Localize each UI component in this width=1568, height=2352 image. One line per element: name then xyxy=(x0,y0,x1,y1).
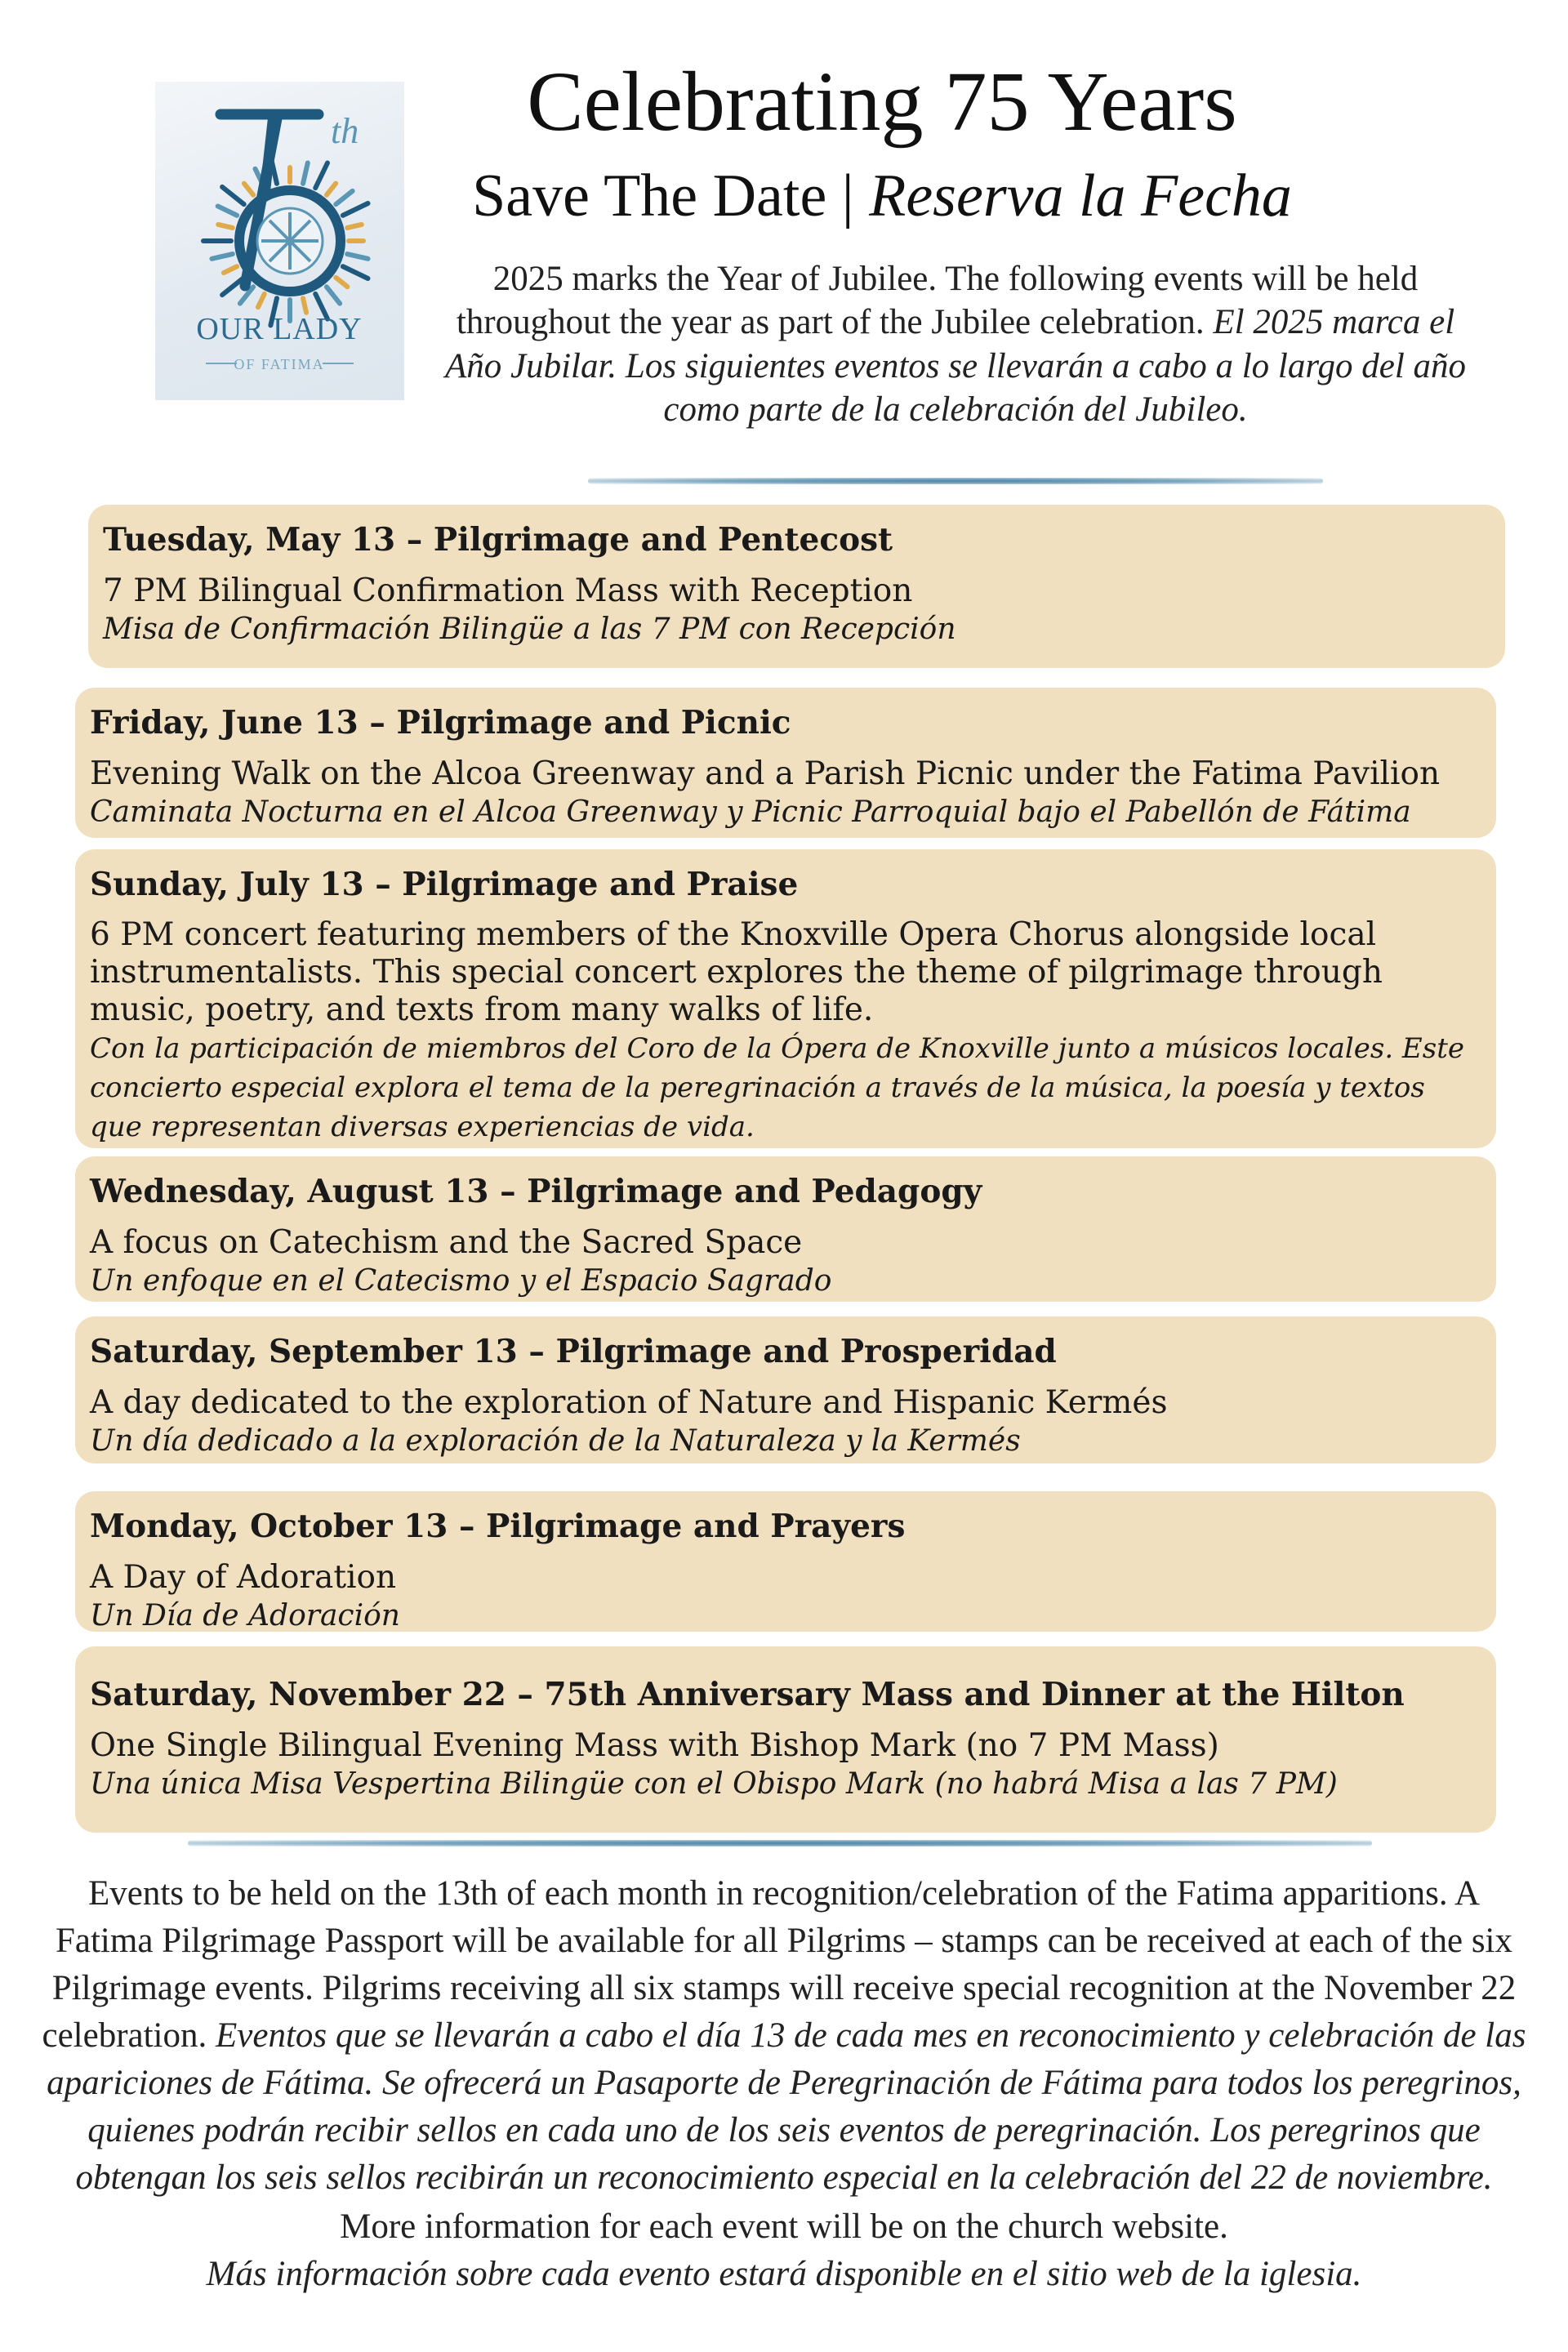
intro-paragraph xyxy=(433,257,1478,431)
event-card-september xyxy=(75,1316,1496,1463)
parish-75th-logo xyxy=(155,82,404,400)
more-info-english: More information for each event will be on the church website. xyxy=(340,2207,1228,2246)
subtitle-english: Save The Date | xyxy=(472,163,870,229)
logo-of-fatima: OF FATIMA xyxy=(234,356,325,372)
page-subtitle xyxy=(425,163,1339,229)
sunburst-ray xyxy=(336,191,352,204)
divider-top xyxy=(588,478,1323,484)
event-description-es: Misa de Confirmación Bilingüe a las 7 PM con Recepción xyxy=(103,612,956,646)
sunburst-ray xyxy=(244,184,253,195)
event-heading: Monday, October 13 – Pilgrimage and Prayers xyxy=(90,1508,906,1545)
event-description-en: A focus on Catechism and the Sacred Space xyxy=(90,1224,803,1261)
intro-spanish: El 2025 marca el Año Jubilar. Los siguientes eventos se llevarán a cabo a lo largo del año como parte de la celebración del Jubileo. xyxy=(444,303,1467,429)
event-heading: Tuesday, May 13 – Pilgrimage and Pentecost xyxy=(103,521,893,559)
logo-our-lady: OUR LADY xyxy=(196,312,363,346)
anniversary-logo-graphic xyxy=(155,82,404,400)
event-description-en: 6 PM concert featuring members of the Knoxville Opera Chorus alongside local instrumentalists. This special concert explores the theme of pilgrimage through music, poetry, and texts from many walks of life. xyxy=(90,916,1383,1028)
sunburst-ray xyxy=(347,254,368,259)
event-heading: Sunday, July 13 – Pilgrimage and Praise xyxy=(90,866,799,903)
footer-paragraph xyxy=(41,1870,1527,2202)
sunburst-ray xyxy=(212,254,232,259)
event-description-es: Con la participación de miembros del Coro de la Ópera de Knoxville junto a músicos locales. Este concierto especial explora el tema de la peregrinación a través de la música, la poesía y textos que representan diversas experiencias de vida. xyxy=(90,1032,1464,1143)
event-heading: Wednesday, August 13 – Pilgrimage and Pedagogy xyxy=(90,1173,982,1210)
event-heading: Saturday, November 22 – 75th Anniversary Mass and Dinner at the Hilton xyxy=(90,1676,1405,1713)
intro-english: 2025 marks the Year of Jubilee. The following events will be held throughout the year as part of the Jubilee celebration. xyxy=(456,260,1419,342)
event-card-july xyxy=(75,849,1496,1148)
event-card-may xyxy=(88,505,1505,668)
event-description-es: Un día dedicado a la exploración de la Naturaleza y la Kermés xyxy=(90,1424,1021,1458)
sunburst-ray xyxy=(222,187,244,204)
event-description-en: Evening Walk on the Alcoa Greenway and a Parish Picnic under the Fatima Pavilion xyxy=(90,755,1441,792)
sunburst-ray xyxy=(218,206,237,215)
more-info xyxy=(41,2203,1527,2298)
subtitle-spanish: Reserva la Fecha xyxy=(869,163,1292,229)
event-description-es: Un enfoque en el Catecismo y el Espacio Sagrado xyxy=(90,1264,832,1298)
event-description-es: Caminata Nocturna en el Alcoa Greenway y Picnic Parroquial bajo el Pabellón de Fátima xyxy=(90,795,1411,829)
sunburst-ray xyxy=(303,163,308,183)
sunburst-ray xyxy=(327,184,336,195)
footer-spanish: Eventos que se llevarán a cabo el día 13 de cada mes en reconocimiento y celebración de las apariciones de Fátima. Se ofrecerá un Pasaporte de Peregrinación de Fátima para todos los peregrinos, quienes podrán recibir sellos en cada uno de los seis eventos de peregrinación. Los peregrinos que obtengan los seis sellos recibirán un reconocimiento especial en la celebración del 22 de noviembre. xyxy=(47,2016,1526,2197)
page-title: Celebrating 75 Years xyxy=(527,55,1237,149)
sunburst-ray xyxy=(224,266,237,273)
event-description-en: A day dedicated to the exploration of Nature and Hispanic Kermés xyxy=(90,1384,1168,1421)
event-description-en: One Single Bilingual Evening Mass with Bishop Mark (no 7 PM Mass) xyxy=(90,1727,1219,1764)
more-info-spanish: Más información sobre cada evento estará disponible en el sitio web de la iglesia. xyxy=(206,2255,1362,2293)
event-description-en: 7 PM Bilingual Confirmation Mass with Reception xyxy=(103,572,913,609)
sunburst-ray xyxy=(303,298,306,313)
sunburst-ray xyxy=(336,278,347,287)
footer-english: Events to be held on the 13th of each month in recognition/celebration of the Fatima apparitions. A Fatima Pilgrimage Passport will be available for all Pilgrims – stamps can be received at each of the six Pilgrimage events. Pilgrims receiving all six stamps will receive special recognition at the November 22 celebration. xyxy=(42,1874,1517,2055)
sunburst-ray xyxy=(347,225,362,228)
event-card-november xyxy=(75,1646,1496,1833)
event-heading: Saturday, September 13 – Pilgrimage and Prosperidad xyxy=(90,1333,1057,1370)
event-heading: Friday, June 13 – Pilgrimage and Picnic xyxy=(90,704,791,742)
sunburst-ray xyxy=(343,266,368,278)
logo-th-suffix: th xyxy=(331,111,359,151)
event-card-october xyxy=(75,1491,1496,1632)
event-description-es: Una única Misa Vespertina Bilingüe con el Obispo Mark (no habrá Misa a las 7 PM) xyxy=(90,1767,1338,1801)
sunburst-ray xyxy=(218,225,233,228)
sunburst-ray xyxy=(343,203,368,216)
event-description-en: A Day of Adoration xyxy=(90,1559,397,1596)
event-description-es: Un Día de Adoración xyxy=(90,1599,400,1633)
divider-bottom xyxy=(188,1840,1372,1846)
event-card-august xyxy=(75,1156,1496,1302)
sunburst-ray xyxy=(258,294,265,307)
sunburst-ray xyxy=(327,287,340,303)
sunburst-ray xyxy=(315,163,327,188)
event-card-june xyxy=(75,688,1496,838)
